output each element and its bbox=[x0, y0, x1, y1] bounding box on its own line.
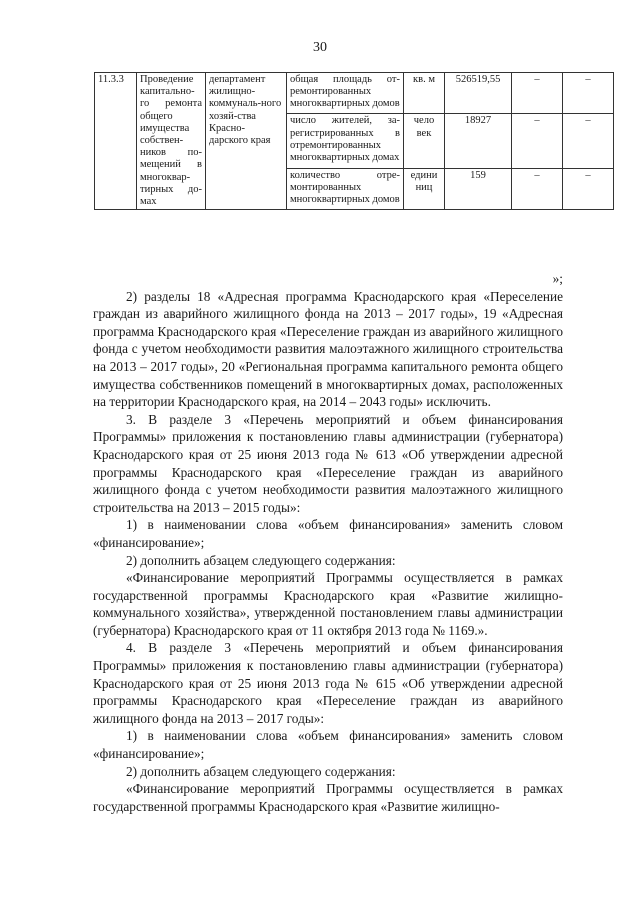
paragraph: «Финансирование мероприятий Программы осуществляется в рамках государственной программы Краснодарского края «Развитие жилищно-коммунального хозяйства», утвержденной постановлением главы администрации (губернатора) Краснодарского края от 11 октября 2013 года № 1169.». bbox=[93, 570, 563, 638]
unit-cell: едини ниц bbox=[404, 168, 445, 210]
measures-table bbox=[94, 72, 614, 210]
unit-cell: кв. м bbox=[404, 73, 445, 114]
executor-cell: департамент жилищно-коммуналь-ного хозяй-ства Красно-дарского края bbox=[206, 73, 287, 210]
dash-cell: – bbox=[512, 168, 563, 210]
indicator-cell: число жителей, за-регистрированных в отремонтированных многоквартирных домах bbox=[287, 114, 404, 168]
item-number-cell: 11.3.3 bbox=[95, 73, 137, 210]
item-name-cell: Проведение капитально-го ремонта общего имущества собствен-ников по-мещений в многоквар-тирных до-мах bbox=[137, 73, 206, 210]
page-number: 30 bbox=[313, 40, 327, 55]
paragraph: 4. В разделе 3 «Перечень мероприятий и объем финансирования Программы» приложения к постановлению главы администрации (губернатора) Краснодарского края от 25 июня 2013 года № 615 «Об утверждении адресной программы Краснодарского края «Переселение граждан из аварийного жилищного фонда на 2013 – 2017 годы»: bbox=[93, 640, 563, 726]
unit-cell: чело век bbox=[404, 114, 445, 168]
dash-cell: – bbox=[563, 73, 614, 114]
indicator-cell: общая площадь от-ремонтированных многоквартирных домов bbox=[287, 73, 404, 114]
value-cell: 18927 bbox=[445, 114, 512, 168]
table-row bbox=[95, 73, 614, 114]
paragraph: 1) в наименовании слова «объем финансирования» заменить словом «финансирование»; bbox=[93, 517, 563, 550]
body-text bbox=[93, 270, 563, 815]
value-cell: 159 bbox=[445, 168, 512, 210]
dash-cell: – bbox=[512, 73, 563, 114]
paragraph: 2) разделы 18 «Адресная программа Краснодарского края «Переселение граждан из аварийного жилищного фонда на 2013 – 2017 годы», 19 «Адресная программа Краснодарского края «Переселение граждан из аварийного жилищного фонда с учетом необходимости развития малоэтажного жилищного строительства на 2013 – 2017 годы», 20 «Региональная программа капитального ремонта общего имущества собственников помещений в многоквартирных домах, расположенных на территории Краснодарского края, на 2014 – 2043 годы» исключить. bbox=[93, 288, 563, 410]
paragraph: 1) в наименовании слова «объем финансирования» заменить словом «финансирование»; bbox=[93, 728, 563, 762]
paragraph: «Финансирование мероприятий Программы осуществляется в рамках государственной программы Краснодарского края «Развитие жилищно- bbox=[93, 781, 563, 814]
dash-cell: – bbox=[512, 114, 563, 168]
table-closing-quote: »; bbox=[552, 271, 563, 286]
dash-cell: – bbox=[563, 114, 614, 168]
dash-cell: – bbox=[563, 168, 614, 210]
indicator-cell: количество отре-монтированных многоквартирных домов bbox=[287, 168, 404, 210]
value-cell: 526519,55 bbox=[445, 73, 512, 114]
paragraph: 2) дополнить абзацем следующего содержания: bbox=[126, 552, 396, 568]
paragraph: 3. В разделе 3 «Перечень мероприятий и объем финансирования Программы» приложения к постановлению главы администрации (губернатора) Краснодарского края от 25 июня 2013 года № 613 «Об утверждении адресной программы Краснодарского края «Переселение граждан из аварийного жилищного фонда с учетом необходимости развития малоэтажного жилищного строительства на 2013 – 2015 годы»: bbox=[93, 411, 563, 515]
paragraph: 2) дополнить абзацем следующего содержания: bbox=[126, 763, 396, 779]
